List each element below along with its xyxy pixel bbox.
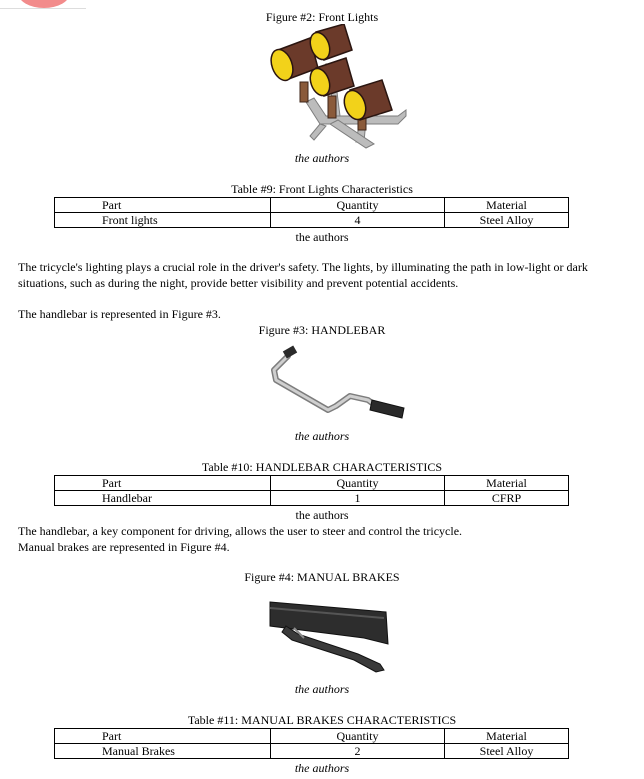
figure-2-credit: the authors — [294, 151, 350, 165]
figure-3-caption: Figure #3: HANDLEBAR — [258, 323, 386, 337]
table-row — [55, 491, 569, 506]
table-row — [55, 744, 569, 759]
table-10 — [54, 475, 569, 506]
figure-3-credit: the authors — [294, 429, 350, 443]
cell-quantity: 4 — [271, 213, 445, 228]
table-9-credit: the authors — [295, 230, 349, 244]
header-part: Part — [55, 198, 271, 213]
table-10-credit: the authors — [295, 508, 349, 522]
header-quantity: Quantity — [271, 198, 445, 213]
header-material: Material — [445, 476, 569, 491]
paragraph-lighting: The tricycle's lighting plays a crucial role in the driver's safety. The lights, by illuminating the path in low-light or dark situations, such as during the night, provide better visibility and prevent potential accidents. — [18, 260, 588, 290]
table-11-credit: the authors — [294, 761, 350, 775]
cell-part: Handlebar — [55, 491, 271, 506]
table-9-caption: Table #9: Front Lights Characteristics — [231, 182, 413, 196]
header-quantity: Quantity — [271, 476, 445, 491]
table-10-caption: Table #10: HANDLEBAR CHARACTERISTICS — [201, 460, 443, 474]
front-lights-image — [270, 24, 420, 152]
paragraph-handlebar-purpose: The handlebar, a key component for driving, allows the user to steer and control the tricycle. — [18, 524, 463, 538]
figure-4-credit: the authors — [294, 682, 350, 696]
cell-material: CFRP — [445, 491, 569, 506]
header-quantity: Quantity — [271, 729, 445, 744]
cell-part: Front lights — [55, 213, 271, 228]
table-row — [55, 213, 569, 228]
cell-material: Steel Alloy — [445, 744, 569, 759]
cell-part: Manual Brakes — [55, 744, 271, 759]
handlebar-image — [268, 344, 412, 424]
logo-fragment — [0, 0, 86, 9]
table-row — [55, 729, 569, 744]
cell-quantity: 1 — [271, 491, 445, 506]
table-9 — [54, 197, 569, 228]
table-row — [55, 476, 569, 491]
header-part: Part — [55, 729, 271, 744]
figure-4-caption: Figure #4: MANUAL BRAKES — [244, 570, 400, 584]
header-part: Part — [55, 476, 271, 491]
paragraph-brakes-intro: Manual brakes are represented in Figure #4. — [18, 540, 230, 554]
cell-quantity: 2 — [271, 744, 445, 759]
header-material: Material — [445, 729, 569, 744]
table-11 — [54, 728, 569, 759]
manual-brakes-image — [268, 598, 392, 676]
figure-2-caption: Figure #2: Front Lights — [265, 10, 379, 24]
table-11-caption: Table #11: MANUAL BRAKES CHARACTERISTICS — [187, 713, 457, 727]
paragraph-handlebar-intro: The handlebar is represented in Figure #3. — [18, 307, 221, 321]
table-row — [55, 198, 569, 213]
header-material: Material — [445, 198, 569, 213]
cell-material: Steel Alloy — [445, 213, 569, 228]
